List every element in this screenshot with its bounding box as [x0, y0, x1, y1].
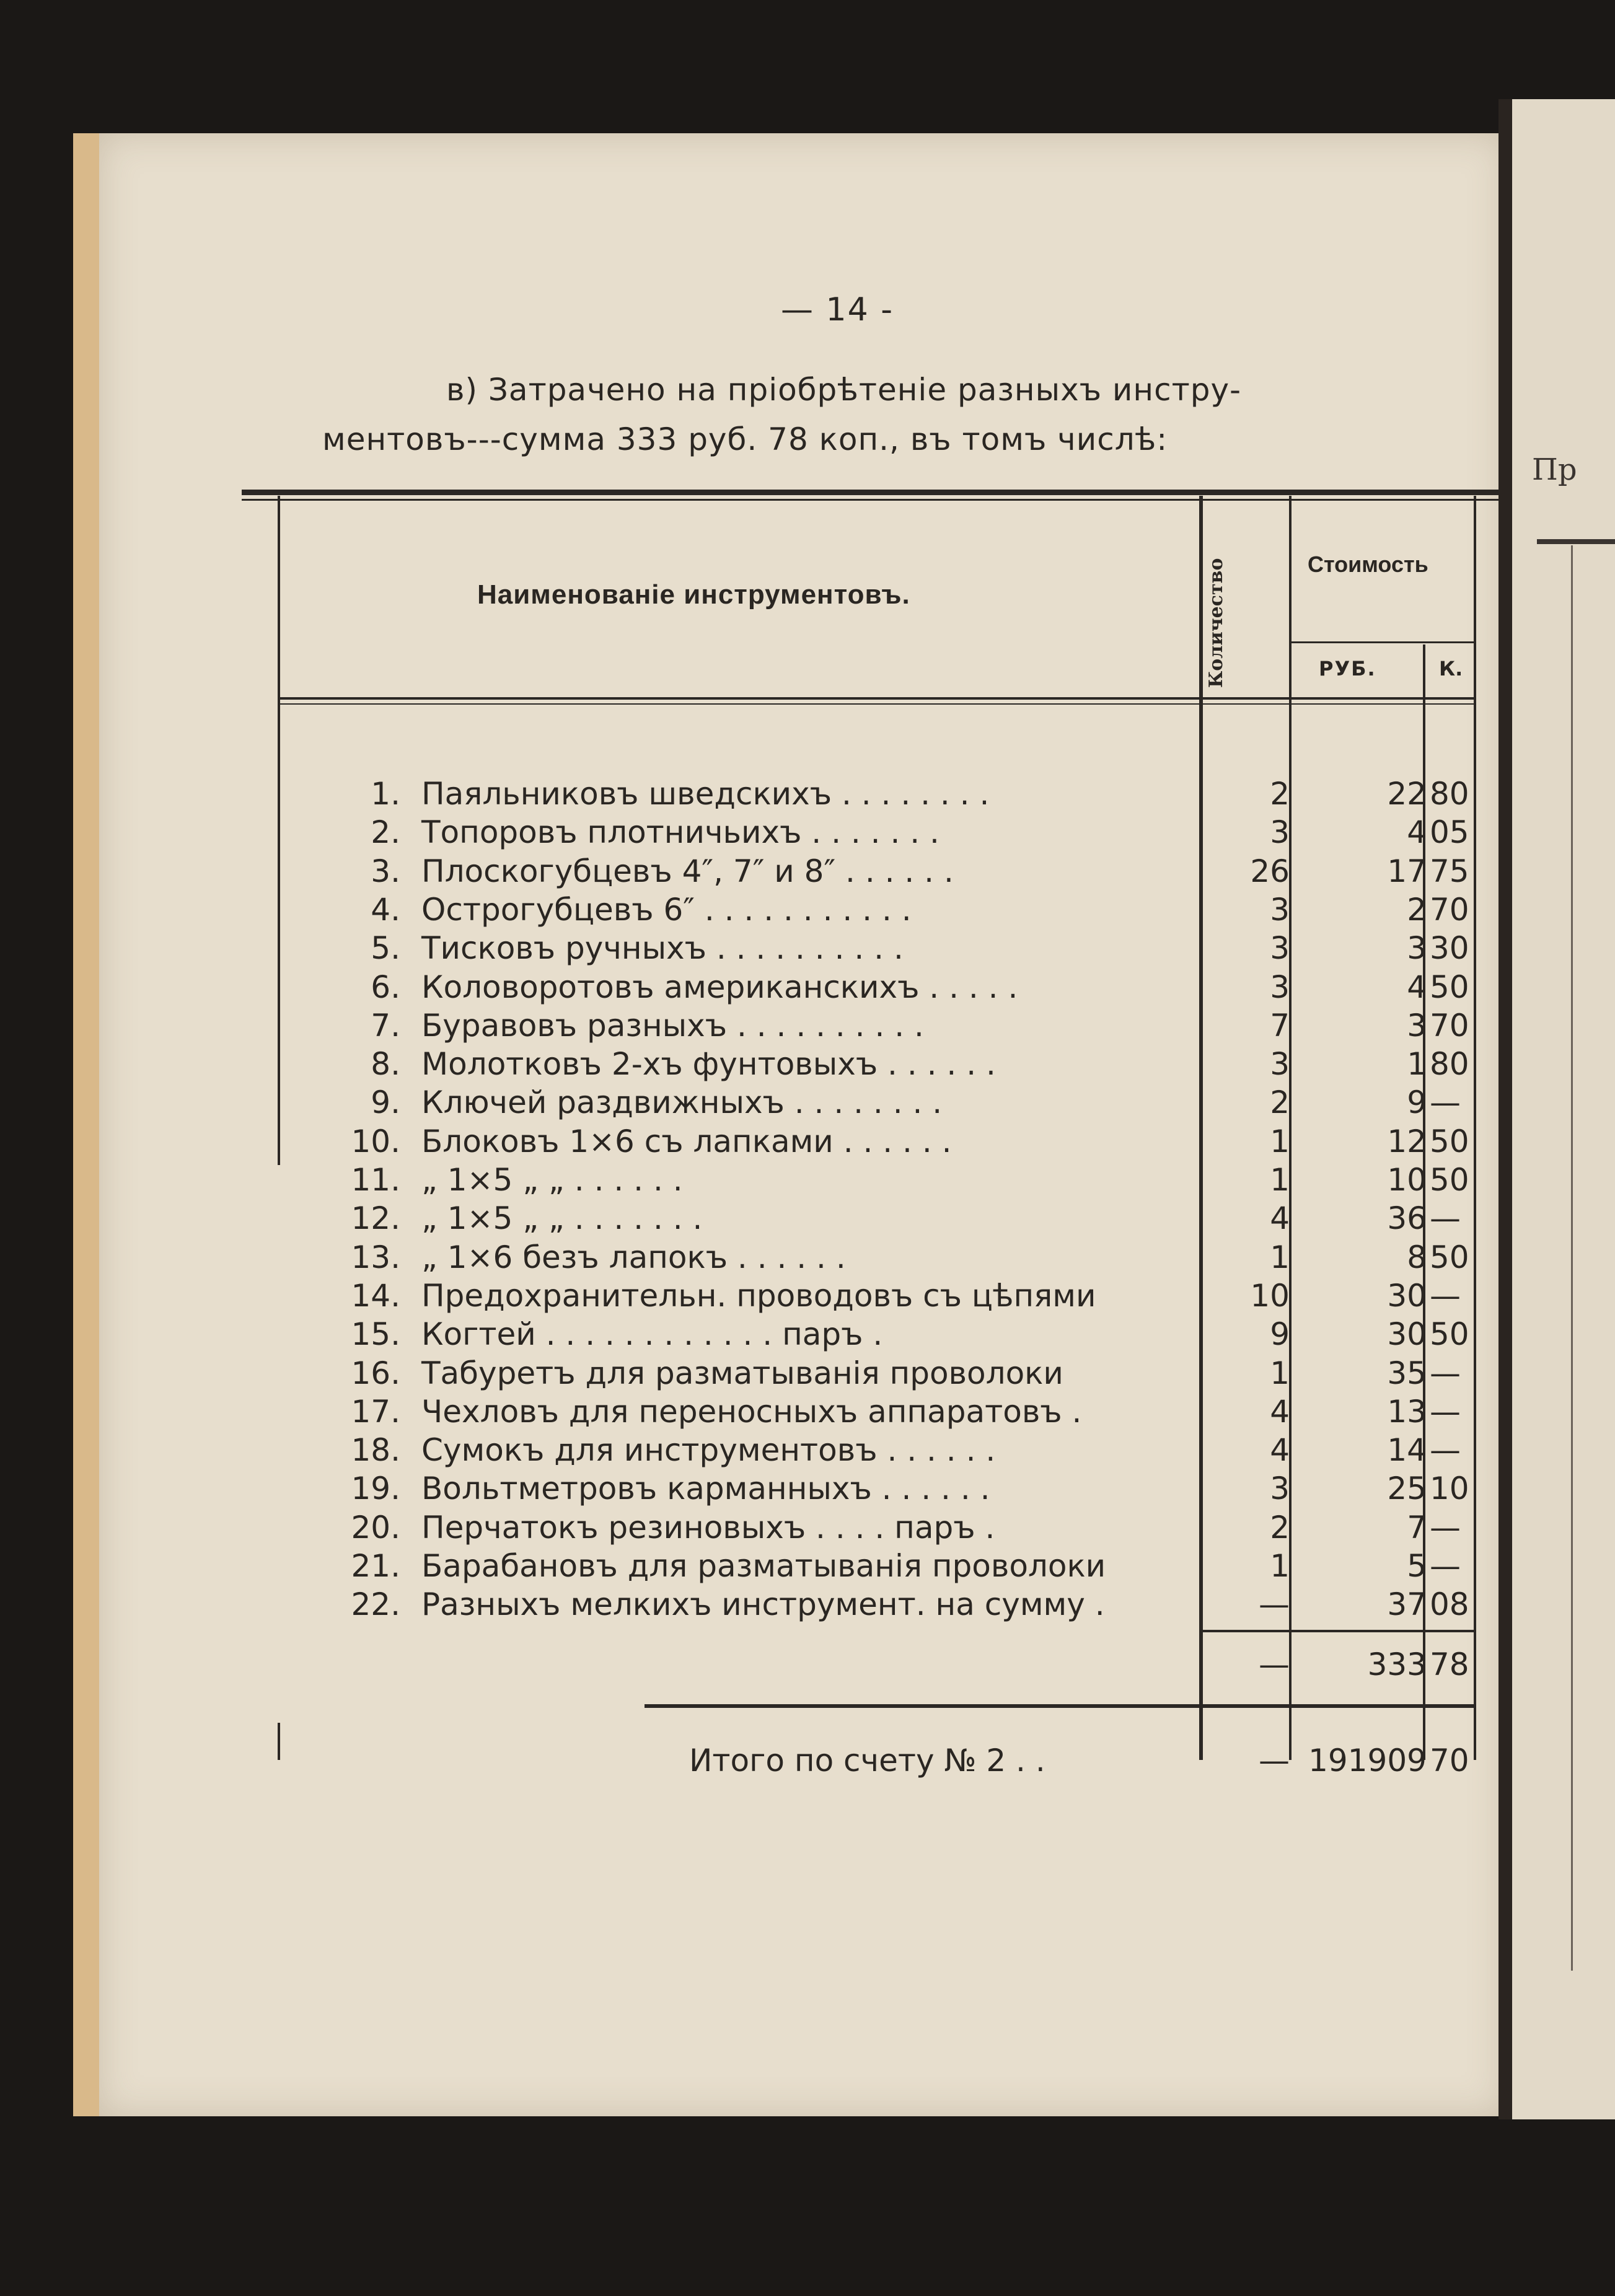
row-quantity: 1 [1270, 1162, 1290, 1198]
row-kopecks: — [1430, 1277, 1461, 1314]
row-rubles: 10 [1387, 1162, 1427, 1198]
row-kopecks: — [1430, 1355, 1461, 1391]
total-rule [645, 1704, 1475, 1708]
table-row [0, 929, 1615, 967]
table-row [0, 1392, 1615, 1431]
row-item-name: Предохранительн. проводовъ съ цѣпями [421, 1277, 1096, 1314]
row-number: 13. [351, 1239, 400, 1275]
table-row [0, 1122, 1615, 1161]
total-qty: — [1259, 1743, 1290, 1779]
table-row [0, 891, 1615, 929]
row-kopecks: — [1430, 1548, 1461, 1584]
row-quantity: 3 [1270, 969, 1290, 1005]
row-quantity: 4 [1270, 1432, 1290, 1469]
row-item-name: Ключей раздвижныхъ . . . . . . . . [421, 1084, 943, 1121]
row-quantity: 1 [1270, 1548, 1290, 1584]
row-rubles: 3 [1407, 1007, 1427, 1044]
row-number: 2. [371, 814, 400, 851]
row-quantity: 2 [1270, 1509, 1290, 1546]
row-quantity: 3 [1270, 930, 1290, 967]
row-quantity: 10 [1250, 1277, 1290, 1314]
row-kopecks: — [1430, 1084, 1461, 1121]
row-number: 6. [371, 969, 400, 1005]
row-item-name: Тисковъ ручныхъ . . . . . . . . . . [421, 930, 904, 967]
row-number: 21. [351, 1548, 400, 1584]
table-row [0, 1199, 1615, 1238]
row-number: 3. [371, 853, 400, 889]
row-rubles: 30 [1387, 1316, 1427, 1353]
table-row [0, 1354, 1615, 1392]
row-quantity: — [1259, 1586, 1290, 1623]
row-kopecks: — [1430, 1200, 1461, 1237]
row-item-name: Чехловъ для переносныхъ аппаратовъ . [421, 1393, 1082, 1430]
row-kopecks: — [1430, 1432, 1461, 1469]
row-rubles: 30 [1387, 1277, 1427, 1314]
subtotal-rule [1202, 1630, 1475, 1632]
intro-line-1: в) Затрачено на пріобрѣтеніе разныхъ инстру- [446, 372, 1242, 408]
table-top-rule-thin [242, 499, 1500, 501]
row-number: 17. [351, 1393, 400, 1430]
row-quantity: 3 [1270, 814, 1290, 851]
header-item-name: Наименованіе инструментовъ. [477, 579, 910, 610]
row-item-name: „ 1×5 „ „ . . . . . . . [421, 1200, 703, 1237]
table-row [0, 1547, 1615, 1585]
row-rubles: 36 [1387, 1200, 1427, 1237]
table-row [0, 1315, 1615, 1353]
row-rubles: 25 [1387, 1471, 1427, 1507]
row-quantity: 3 [1270, 1471, 1290, 1507]
row-item-name: Плоскогубцевъ 4″, 7″ и 8″ . . . . . . [421, 853, 954, 889]
total-label: Итого по счету № 2 . . [689, 1743, 1045, 1779]
facing-page-rule [1537, 539, 1615, 544]
row-number: 14. [351, 1277, 400, 1314]
row-rubles: 17 [1387, 853, 1427, 889]
row-number: 4. [371, 891, 400, 928]
table-row [0, 1508, 1615, 1547]
subtotal-kop: 78 [1430, 1647, 1469, 1682]
row-item-name: Топоровъ плотничьихъ . . . . . . . [421, 814, 940, 851]
row-number: 19. [351, 1471, 400, 1507]
row-rubles: 3 [1407, 930, 1427, 967]
table-row [0, 1161, 1615, 1199]
facing-page-fragment: Пр [1532, 452, 1577, 487]
row-kopecks: 30 [1430, 930, 1469, 967]
row-number: 11. [351, 1162, 400, 1198]
row-item-name: Перчатокъ резиновыхъ . . . . паръ . [421, 1509, 995, 1546]
row-number: 20. [351, 1509, 400, 1546]
table-row [0, 1083, 1615, 1122]
row-quantity: 1 [1270, 1123, 1290, 1159]
table-row [0, 968, 1615, 1006]
row-number: 18. [351, 1432, 400, 1469]
row-item-name: Паяльниковъ шведскихъ . . . . . . . . [421, 776, 990, 812]
header-bottom-rule-thin [278, 703, 1476, 705]
table-row [0, 813, 1615, 851]
page-number: — 14 - [781, 291, 894, 328]
row-item-name: Вольтметровъ карманныхъ . . . . . . [421, 1471, 990, 1507]
total-rub: 191909 [1308, 1743, 1427, 1779]
cost-subheader-line [1289, 641, 1475, 643]
row-number: 12. [351, 1200, 400, 1237]
row-quantity: 7 [1270, 1007, 1290, 1044]
header-bottom-rule [278, 697, 1476, 700]
row-item-name: Разныхъ мелкихъ инструмент. на сумму . [421, 1586, 1105, 1623]
row-kopecks: 75 [1430, 853, 1469, 889]
row-rubles: 1 [1407, 1046, 1427, 1083]
row-item-name: „ 1×6 безъ лапокъ . . . . . . [421, 1239, 846, 1275]
row-quantity: 1 [1270, 1355, 1290, 1391]
table-row [0, 1469, 1615, 1508]
row-quantity: 4 [1270, 1393, 1290, 1430]
row-item-name: Сумокъ для инструментовъ . . . . . . [421, 1432, 996, 1469]
row-number: 15. [351, 1316, 400, 1353]
row-quantity: 3 [1270, 1046, 1290, 1083]
row-rubles: 5 [1407, 1548, 1427, 1584]
row-kopecks: 10 [1430, 1471, 1469, 1507]
row-item-name: Когтей . . . . . . . . . . . . паръ . [421, 1316, 883, 1353]
row-number: 8. [371, 1046, 400, 1083]
row-number: 22. [351, 1586, 400, 1623]
header-quantity: Количество [1205, 558, 1227, 688]
subtotal-rub: 333 [1367, 1647, 1427, 1682]
table-row [0, 775, 1615, 813]
table-top-rule [242, 490, 1500, 495]
row-rubles: 37 [1387, 1586, 1427, 1623]
row-rubles: 22 [1387, 776, 1427, 812]
row-quantity: 3 [1270, 891, 1290, 928]
row-kopecks: 50 [1430, 969, 1469, 1005]
row-rubles: 8 [1407, 1239, 1427, 1275]
table-row [0, 1277, 1615, 1315]
row-number: 5. [371, 930, 400, 967]
intro-line-2: ментовъ---сумма 333 руб. 78 коп., въ томъ числѣ: [322, 421, 1168, 457]
row-item-name: Коловоротовъ американскихъ . . . . . [421, 969, 1018, 1005]
row-rubles: 12 [1387, 1123, 1427, 1159]
row-kopecks: — [1430, 1509, 1461, 1546]
row-quantity: 2 [1270, 776, 1290, 812]
row-item-name: Табуретъ для разматыванія проволоки [421, 1355, 1063, 1391]
subtotal-row [0, 1645, 1615, 1684]
header-cost: Стоимость [1308, 552, 1428, 577]
row-kopecks: 80 [1430, 1046, 1469, 1083]
header-kopecks: К. [1439, 657, 1463, 680]
row-kopecks: 50 [1430, 1123, 1469, 1159]
row-number: 7. [371, 1007, 400, 1044]
row-item-name: „ 1×5 „ „ . . . . . . [421, 1162, 683, 1198]
row-kopecks: 80 [1430, 776, 1469, 812]
row-kopecks: 50 [1430, 1239, 1469, 1275]
table-row [0, 852, 1615, 891]
table-row [0, 1045, 1615, 1083]
row-rubles: 9 [1407, 1084, 1427, 1121]
row-item-name: Молотковъ 2-хъ фунтовыхъ . . . . . . [421, 1046, 996, 1083]
row-kopecks: 05 [1430, 814, 1469, 851]
row-item-name: Острогубцевъ 6″ . . . . . . . . . . . [421, 891, 912, 928]
row-quantity: 1 [1270, 1239, 1290, 1275]
row-rubles: 7 [1407, 1509, 1427, 1546]
table-row [0, 1431, 1615, 1469]
table-row [0, 1006, 1615, 1045]
row-number: 10. [351, 1123, 400, 1159]
row-item-name: Буравовъ разныхъ . . . . . . . . . . [421, 1007, 924, 1044]
table-row [0, 1585, 1615, 1624]
header-rubles: РУБ. [1319, 657, 1376, 680]
row-quantity: 26 [1250, 853, 1290, 889]
row-rubles: 14 [1387, 1432, 1427, 1469]
row-kopecks: 70 [1430, 891, 1469, 928]
table-row [0, 1238, 1615, 1277]
row-quantity: 4 [1270, 1200, 1290, 1237]
row-rubles: 13 [1387, 1393, 1427, 1430]
row-kopecks: — [1430, 1393, 1461, 1430]
row-number: 9. [371, 1084, 400, 1121]
total-kop: 70 [1430, 1743, 1469, 1779]
row-rubles: 4 [1407, 969, 1427, 1005]
row-number: 16. [351, 1355, 400, 1391]
row-kopecks: 50 [1430, 1162, 1469, 1198]
row-quantity: 9 [1270, 1316, 1290, 1353]
subtotal-qty: — [1259, 1647, 1290, 1682]
row-item-name: Барабановъ для разматыванія проволоки [421, 1548, 1106, 1584]
row-quantity: 2 [1270, 1084, 1290, 1121]
row-kopecks: 08 [1430, 1586, 1469, 1623]
row-number: 1. [371, 776, 400, 812]
row-kopecks: 50 [1430, 1316, 1469, 1353]
row-rubles: 35 [1387, 1355, 1427, 1391]
row-rubles: 2 [1407, 891, 1427, 928]
row-kopecks: 70 [1430, 1007, 1469, 1044]
row-rubles: 4 [1407, 814, 1427, 851]
total-row [0, 1741, 1615, 1780]
row-item-name: Блоковъ 1×6 съ лапками . . . . . . [421, 1123, 952, 1159]
